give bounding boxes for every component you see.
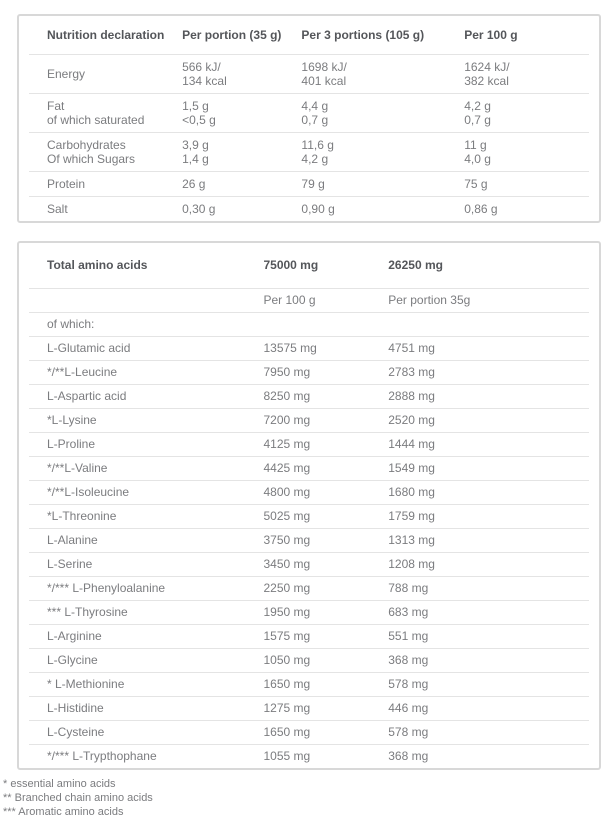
table-row-protein (29, 172, 589, 197)
amino-per-portion: 551 mg (388, 625, 589, 649)
footnote-branched-chain: ** Branched chain amino acids (3, 792, 153, 804)
amino-row-alanine (29, 529, 589, 553)
amino-name: L-Histidine (29, 697, 263, 721)
amino-name: L-Proline (29, 433, 263, 457)
amino-row-methionine (29, 673, 589, 697)
amino-name: *L-Threonine (29, 505, 263, 529)
amino-per-portion: 446 mg (388, 697, 589, 721)
amino-per-portion: 4751 mg (388, 337, 589, 361)
amino-acids-box (17, 241, 601, 770)
amino-group-label: of which: (29, 313, 263, 337)
nutrient-value: 1698 kJ/ 401 kcal (301, 55, 464, 94)
amino-row-arginine (29, 625, 589, 649)
amino-acids-table (29, 243, 589, 768)
amino-name: L-Glutamic acid (29, 337, 263, 361)
amino-name: L-Serine (29, 553, 263, 577)
nutrition-header-per-portion: Per portion (35 g) (182, 28, 282, 42)
table-row-fat (29, 94, 589, 133)
amino-per-portion: 683 mg (388, 601, 589, 625)
amino-name: L-Glycine (29, 649, 263, 673)
amino-name: L-Aspartic acid (29, 385, 263, 409)
nutrient-value: 4,2 g 0,7 g (464, 94, 589, 133)
amino-row-valine (29, 457, 589, 481)
nutrient-value: 4,4 g 0,7 g (301, 94, 464, 133)
amino-subheader-per-portion: Per portion 35g (388, 289, 589, 313)
amino-name: */**L-Leucine (29, 361, 263, 385)
nutrition-info-page (0, 14, 615, 818)
amino-subheader-per-100g: Per 100 g (263, 289, 388, 313)
nutrient-value: 0,86 g (464, 197, 589, 222)
nutrient-label: Carbohydrates Of which Sugars (29, 133, 182, 172)
amino-subheader-empty (29, 289, 263, 313)
amino-row-glutamic-acid (29, 337, 589, 361)
amino-per-100g: 1950 mg (263, 601, 388, 625)
amino-per-portion: 578 mg (388, 673, 589, 697)
amino-name: */**L-Valine (29, 457, 263, 481)
amino-per-100g: 4425 mg (263, 457, 388, 481)
amino-row-threonine (29, 505, 589, 529)
amino-row-aspartic-acid (29, 385, 589, 409)
footnotes (3, 777, 615, 819)
nutrient-label: Energy (29, 55, 182, 94)
amino-per-100g: 4800 mg (263, 481, 388, 505)
nutrient-value: 75 g (464, 172, 589, 197)
amino-name: */*** L-Phenyloalanine (29, 577, 263, 601)
amino-per-100g: 4125 mg (263, 433, 388, 457)
nutrient-value: 566 kJ/ 134 kcal (182, 55, 301, 94)
amino-row-phenyloalanine (29, 577, 589, 601)
amino-per-portion: 578 mg (388, 721, 589, 745)
amino-name: */**L-Isoleucine (29, 481, 263, 505)
amino-per-portion: 1208 mg (388, 553, 589, 577)
amino-row-isoleucine (29, 481, 589, 505)
amino-per-portion: 368 mg (388, 745, 589, 769)
amino-header-label: Total amino acids (47, 258, 148, 272)
amino-row-leucine (29, 361, 589, 385)
amino-per-100g: 3750 mg (263, 529, 388, 553)
amino-per-100g: 1650 mg (263, 721, 388, 745)
amino-row-histidine (29, 697, 589, 721)
amino-subheader-row (29, 289, 589, 313)
amino-per-portion: 2520 mg (388, 409, 589, 433)
nutrition-declaration-box (17, 14, 601, 223)
table-row-carbohydrates (29, 133, 589, 172)
amino-per-100g: 13575 mg (263, 337, 388, 361)
nutrient-label: Salt (29, 197, 182, 222)
amino-row-trypthophane (29, 745, 589, 769)
amino-name: * L-Methionine (29, 673, 263, 697)
table-row-energy (29, 55, 589, 94)
amino-per-portion: 1759 mg (388, 505, 589, 529)
nutrient-value: 1624 kJ/ 382 kcal (464, 55, 589, 94)
amino-per-100g: 1055 mg (263, 745, 388, 769)
amino-per-portion: 368 mg (388, 649, 589, 673)
amino-per-portion: 2888 mg (388, 385, 589, 409)
nutrition-header-per-3-portions: Per 3 portions (105 g) (301, 28, 425, 42)
nutrient-label: Fat of which saturated (29, 94, 182, 133)
amino-per-100g: 3450 mg (263, 553, 388, 577)
amino-per-100g: 1050 mg (263, 649, 388, 673)
footnote-aromatic: *** Aromatic amino acids (3, 806, 124, 818)
amino-per-100g: 1275 mg (263, 697, 388, 721)
amino-per-portion: 1549 mg (388, 457, 589, 481)
nutrient-value: 11,6 g 4,2 g (301, 133, 464, 172)
table-row-salt (29, 197, 589, 222)
amino-per-portion: 2783 mg (388, 361, 589, 385)
amino-name: L-Arginine (29, 625, 263, 649)
nutrient-value: 26 g (182, 172, 301, 197)
amino-per-portion: 1680 mg (388, 481, 589, 505)
amino-header-total-per-portion: 26250 mg (388, 258, 443, 272)
amino-header-total-per-100g: 75000 mg (263, 258, 319, 272)
amino-per-100g: 5025 mg (263, 505, 388, 529)
amino-name: L-Alanine (29, 529, 263, 553)
nutrition-header-label: Nutrition declaration (47, 28, 165, 42)
nutrient-value: 3,9 g 1,4 g (182, 133, 301, 172)
amino-per-portion: 1313 mg (388, 529, 589, 553)
amino-row-cysteine (29, 721, 589, 745)
amino-per-portion: 788 mg (388, 577, 589, 601)
amino-row-serine (29, 553, 589, 577)
amino-per-100g: 1575 mg (263, 625, 388, 649)
amino-per-100g: 7200 mg (263, 409, 388, 433)
amino-name: *** L-Thyrosine (29, 601, 263, 625)
amino-row-proline (29, 433, 589, 457)
amino-header-row (29, 243, 589, 289)
amino-row-glycine (29, 649, 589, 673)
amino-per-100g: 2250 mg (263, 577, 388, 601)
nutrition-header-row (29, 16, 589, 55)
nutrient-value: 0,90 g (301, 197, 464, 222)
amino-per-100g: 8250 mg (263, 385, 388, 409)
amino-name: *L-Lysine (29, 409, 263, 433)
amino-per-100g: 7950 mg (263, 361, 388, 385)
nutrient-value: 11 g 4,0 g (464, 133, 589, 172)
amino-per-100g: 1650 mg (263, 673, 388, 697)
amino-row-lysine (29, 409, 589, 433)
amino-group-label-row (29, 313, 589, 337)
nutrition-header-per-100g: Per 100 g (464, 28, 518, 42)
nutrient-label: Protein (29, 172, 182, 197)
amino-row-thyrosine (29, 601, 589, 625)
nutrient-value: 79 g (301, 172, 464, 197)
amino-name: */*** L-Trypthophane (29, 745, 263, 769)
nutrient-value: 1,5 g <0,5 g (182, 94, 301, 133)
amino-per-portion: 1444 mg (388, 433, 589, 457)
footnote-essential: * essential amino acids (3, 778, 116, 790)
nutrient-value: 0,30 g (182, 197, 301, 222)
nutrition-declaration-table (29, 16, 589, 221)
amino-name: L-Cysteine (29, 721, 263, 745)
